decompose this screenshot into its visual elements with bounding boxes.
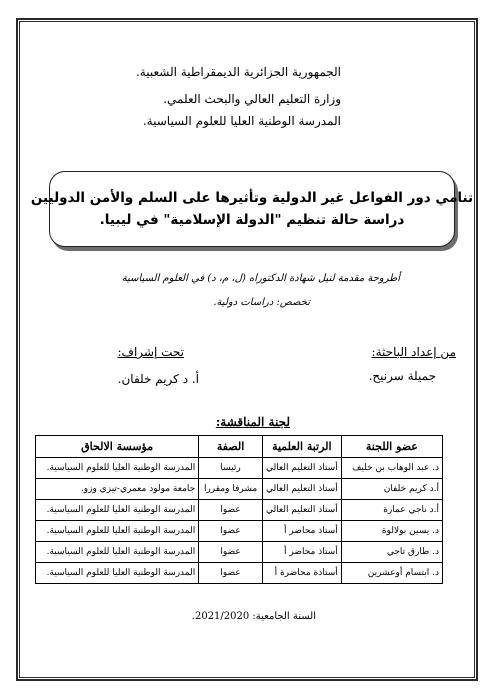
member-role: عضوا bbox=[199, 563, 263, 584]
header-school: المدرسة الوطنية العليا للعلوم السياسية. bbox=[142, 114, 341, 128]
thesis-title-line2: دراسة حالة تنظيم "الدولة الإسلامية" في ليبيا. bbox=[99, 212, 405, 228]
table-row bbox=[36, 563, 443, 584]
academic-year: السنة الجامعية: 2021/2020. bbox=[191, 611, 316, 622]
member-institution: المدرسة الوطنية العليا للعلوم السياسية. bbox=[36, 458, 199, 479]
supervisor-label: تحت إشراف: bbox=[117, 345, 184, 359]
member-rank: أستاذ التعليم العالي bbox=[262, 479, 341, 500]
member-name: أ.د ناجي عمارة bbox=[341, 500, 442, 521]
researcher-name: جميلة سرنيح. bbox=[368, 369, 436, 383]
member-name: د. عبد الوهاب بن خليف bbox=[341, 458, 442, 479]
table-row bbox=[36, 458, 443, 479]
header-rank: الرتبة العلمية bbox=[262, 436, 341, 458]
header-institution: مؤسسة الالحاق bbox=[36, 436, 199, 458]
title-box bbox=[30, 171, 474, 247]
thesis-specialization: تخصص: دراسات دولية. bbox=[213, 297, 310, 308]
member-role: مشرفا ومقررا bbox=[199, 479, 263, 500]
thesis-description: أطروحة مقدمة لنيل شهادة الدكتوراه (ل، م، د) في العلوم السياسية bbox=[121, 273, 400, 284]
member-name: د. ابتسام أوعشرين bbox=[341, 563, 442, 584]
table-row bbox=[36, 542, 443, 563]
member-rank: أستاذ التعليم العالي bbox=[262, 458, 341, 479]
member-rank: أستاذ محاضر أ bbox=[262, 521, 341, 542]
member-role: عضوا bbox=[199, 542, 263, 563]
committee-table-header bbox=[36, 436, 443, 458]
member-institution: جامعة مولود معمري-تيزي وزو. bbox=[36, 479, 199, 500]
member-institution: المدرسة الوطنية العليا للعلوم السياسية. bbox=[36, 542, 199, 563]
member-institution: المدرسة الوطنية العليا للعلوم السياسية. bbox=[36, 521, 199, 542]
header-role: الصفة bbox=[199, 436, 263, 458]
member-rank: أستاذ التعليم العالي bbox=[262, 500, 341, 521]
member-role: عضوا bbox=[199, 521, 263, 542]
member-rank: أستاذة محاضرة أ bbox=[262, 563, 341, 584]
header-member: عضو اللجنة bbox=[341, 436, 442, 458]
committee-table bbox=[35, 435, 443, 584]
member-institution: المدرسة الوطنية العليا للعلوم السياسية. bbox=[36, 500, 199, 521]
member-name: د. طارق تاجي bbox=[341, 542, 442, 563]
table-row bbox=[36, 521, 443, 542]
table-row bbox=[36, 479, 443, 500]
thesis-title-line1: تنامي دور الفواعل غير الدولية وتأثيرها على السلم والأمن الدوليين bbox=[30, 190, 474, 206]
table-row bbox=[36, 500, 443, 521]
header-ministry: وزارة التعليم العالي والبحث العلمي. bbox=[163, 92, 341, 106]
supervisor-name: أ. د كريم خلفان. bbox=[117, 372, 199, 386]
member-role: رئيسا bbox=[199, 458, 263, 479]
committee-heading: لجنة المناقشة: bbox=[215, 415, 290, 429]
header-republic: الجمهورية الجزائرية الديمقراطية الشعبية. bbox=[135, 65, 341, 79]
member-name: أ.د كريم خلفان bbox=[341, 479, 442, 500]
member-name: د. يسين بولالوة bbox=[341, 521, 442, 542]
member-rank: أستاذ محاضر أ bbox=[262, 542, 341, 563]
member-role: عضوا bbox=[199, 500, 263, 521]
member-institution: المدرسة الوطنية العليا للعلوم السياسية. bbox=[36, 563, 199, 584]
researcher-label: من إعداد الباحثة: bbox=[371, 345, 456, 359]
